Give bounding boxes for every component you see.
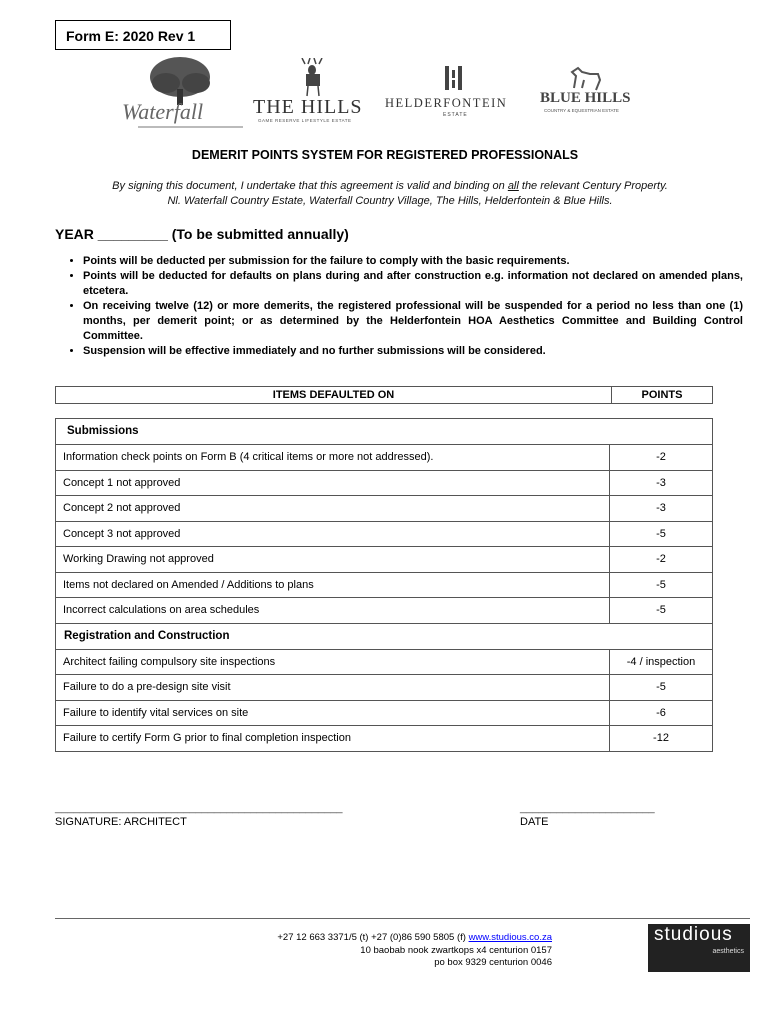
table-row [56, 598, 712, 624]
points-cell: -5 [656, 681, 666, 693]
footer-address-2: po box 9329 centurion 0046 [434, 957, 552, 968]
table-row [56, 496, 712, 522]
thehills-logo [250, 58, 375, 128]
table-row [56, 675, 712, 701]
footer-address-1: 10 baobab nook zwartkops x4 centurion 0157 [360, 944, 552, 956]
table-row [56, 547, 712, 573]
date-label: DATE [520, 816, 549, 828]
item-cell: Concept 2 not approved [56, 496, 610, 521]
helderfontein-mark-icon [385, 64, 525, 92]
points-cell: -12 [653, 732, 669, 744]
studious-logo-sub: aesthetics [712, 948, 744, 955]
table-row [56, 445, 712, 471]
horse-icon [538, 66, 648, 92]
table-row [56, 701, 712, 727]
column-header-items: ITEMS DEFAULTED ON [56, 387, 612, 403]
intro-line-2: Nl. Waterfall Country Estate, Waterfall Country Village, The Hills, Helderfontein & Blue Hills. [167, 195, 613, 207]
intro-emphasis: all [507, 180, 519, 192]
points-cell: -3 [656, 476, 666, 489]
table-row [56, 522, 712, 548]
intro-text [40, 179, 740, 209]
bluehills-logo-text: BLUE HILLS [540, 90, 631, 106]
signature-label: SIGNATURE: ARCHITECT [55, 816, 187, 828]
waterfall-logo [118, 55, 248, 130]
item-cell: Concept 1 not approved [56, 471, 610, 496]
item-cell: Failure to identify vital services on site [56, 701, 610, 726]
rule-item: • On receiving twelve (12) or more demerits, the registered professional will be suspended for a period no less than one (1) months, per demerit point; or as determined by the Helderfontein HOA Aesthetics Committee and Building Control Committee. [83, 299, 743, 344]
helderfontein-logo [385, 64, 525, 124]
item-cell: Incorrect calculations on area schedules [56, 598, 610, 623]
table-row [56, 726, 712, 751]
thehills-logo-text: THE HILLS [253, 96, 363, 118]
rule-item: • Points will be deducted per submission for the failure to comply with the basic requirements. [83, 254, 743, 269]
date-line: ______________________ [520, 802, 655, 814]
points-cell: -5 [656, 604, 666, 616]
rules-list [55, 254, 743, 359]
waterfall-logo-text: Waterfall [122, 99, 204, 124]
demerit-table [55, 418, 713, 752]
signature-line: _______________________________________________ [55, 802, 343, 814]
bluehills-logo-sub: COUNTRY & EQUESTRIAN ESTATE [544, 108, 619, 113]
intro-line-1-end: the relevant Century Property. [518, 180, 668, 192]
points-cell: -2 [656, 553, 666, 565]
deer-icon [250, 58, 375, 98]
intro-line-1-start: By signing this document, I undertake that this agreement is valid and binding on [112, 180, 508, 192]
item-cell: Working Drawing not approved [56, 547, 610, 572]
year-heading: YEAR _________ (To be submitted annually) [55, 226, 349, 242]
bluehills-logo [538, 66, 648, 121]
website-link[interactable]: www.studious.co.za [468, 932, 552, 943]
item-cell: Failure to do a pre-design site visit [56, 675, 610, 700]
table-header [55, 386, 713, 404]
rule-item: • Suspension will be effective immediately and no further submissions will be considered. [83, 344, 743, 359]
item-cell: Architect failing compulsory site inspections [56, 650, 610, 675]
points-cell: -6 [656, 706, 666, 719]
form-label: Form E: 2020 Rev 1 [55, 20, 231, 50]
footer-contact [180, 932, 552, 970]
points-cell: -5 [656, 527, 666, 540]
points-cell: -4 / inspection [626, 655, 696, 668]
page-title: DEMERIT POINTS SYSTEM FOR REGISTERED PROFESSIONALS [191, 148, 579, 162]
item-cell: Failure to certify Form G prior to final completion inspection [56, 726, 610, 751]
column-header-points: POINTS [641, 389, 683, 401]
item-cell: Information check points on Form B (4 critical items or more not addressed). [56, 445, 610, 470]
studious-logo-text: studious [654, 924, 733, 945]
item-cell: Items not declared on Amended / Additions to plans [56, 573, 610, 598]
table-row [56, 650, 712, 676]
section-header-submissions: Submissions [56, 419, 712, 445]
thehills-logo-sub: GAME RESERVE LIFESTYLE ESTATE [258, 118, 352, 123]
intro-line-1 [40, 179, 740, 194]
footer-phone: +27 12 663 3371/5 (t) +27 (0)86 590 5805 (f) [277, 932, 469, 943]
footer-divider [55, 918, 750, 919]
helderfontein-logo-sub: ESTATE [443, 112, 468, 118]
points-cell: -5 [656, 578, 666, 591]
section-header-registration: Registration and Construction [56, 624, 712, 650]
footer-phone-line [180, 932, 552, 945]
table-row [56, 471, 712, 497]
points-cell: -2 [656, 451, 666, 463]
item-cell: Concept 3 not approved [56, 522, 610, 547]
helderfontein-logo-text: HELDERFONTEIN [385, 96, 508, 110]
studious-logo [648, 924, 750, 972]
table-row [56, 573, 712, 599]
rule-item: • Points will be deducted for defaults on plans during and after construction e.g. information not declared on amended plans, etcetera. [83, 269, 743, 299]
points-cell: -3 [656, 502, 666, 514]
